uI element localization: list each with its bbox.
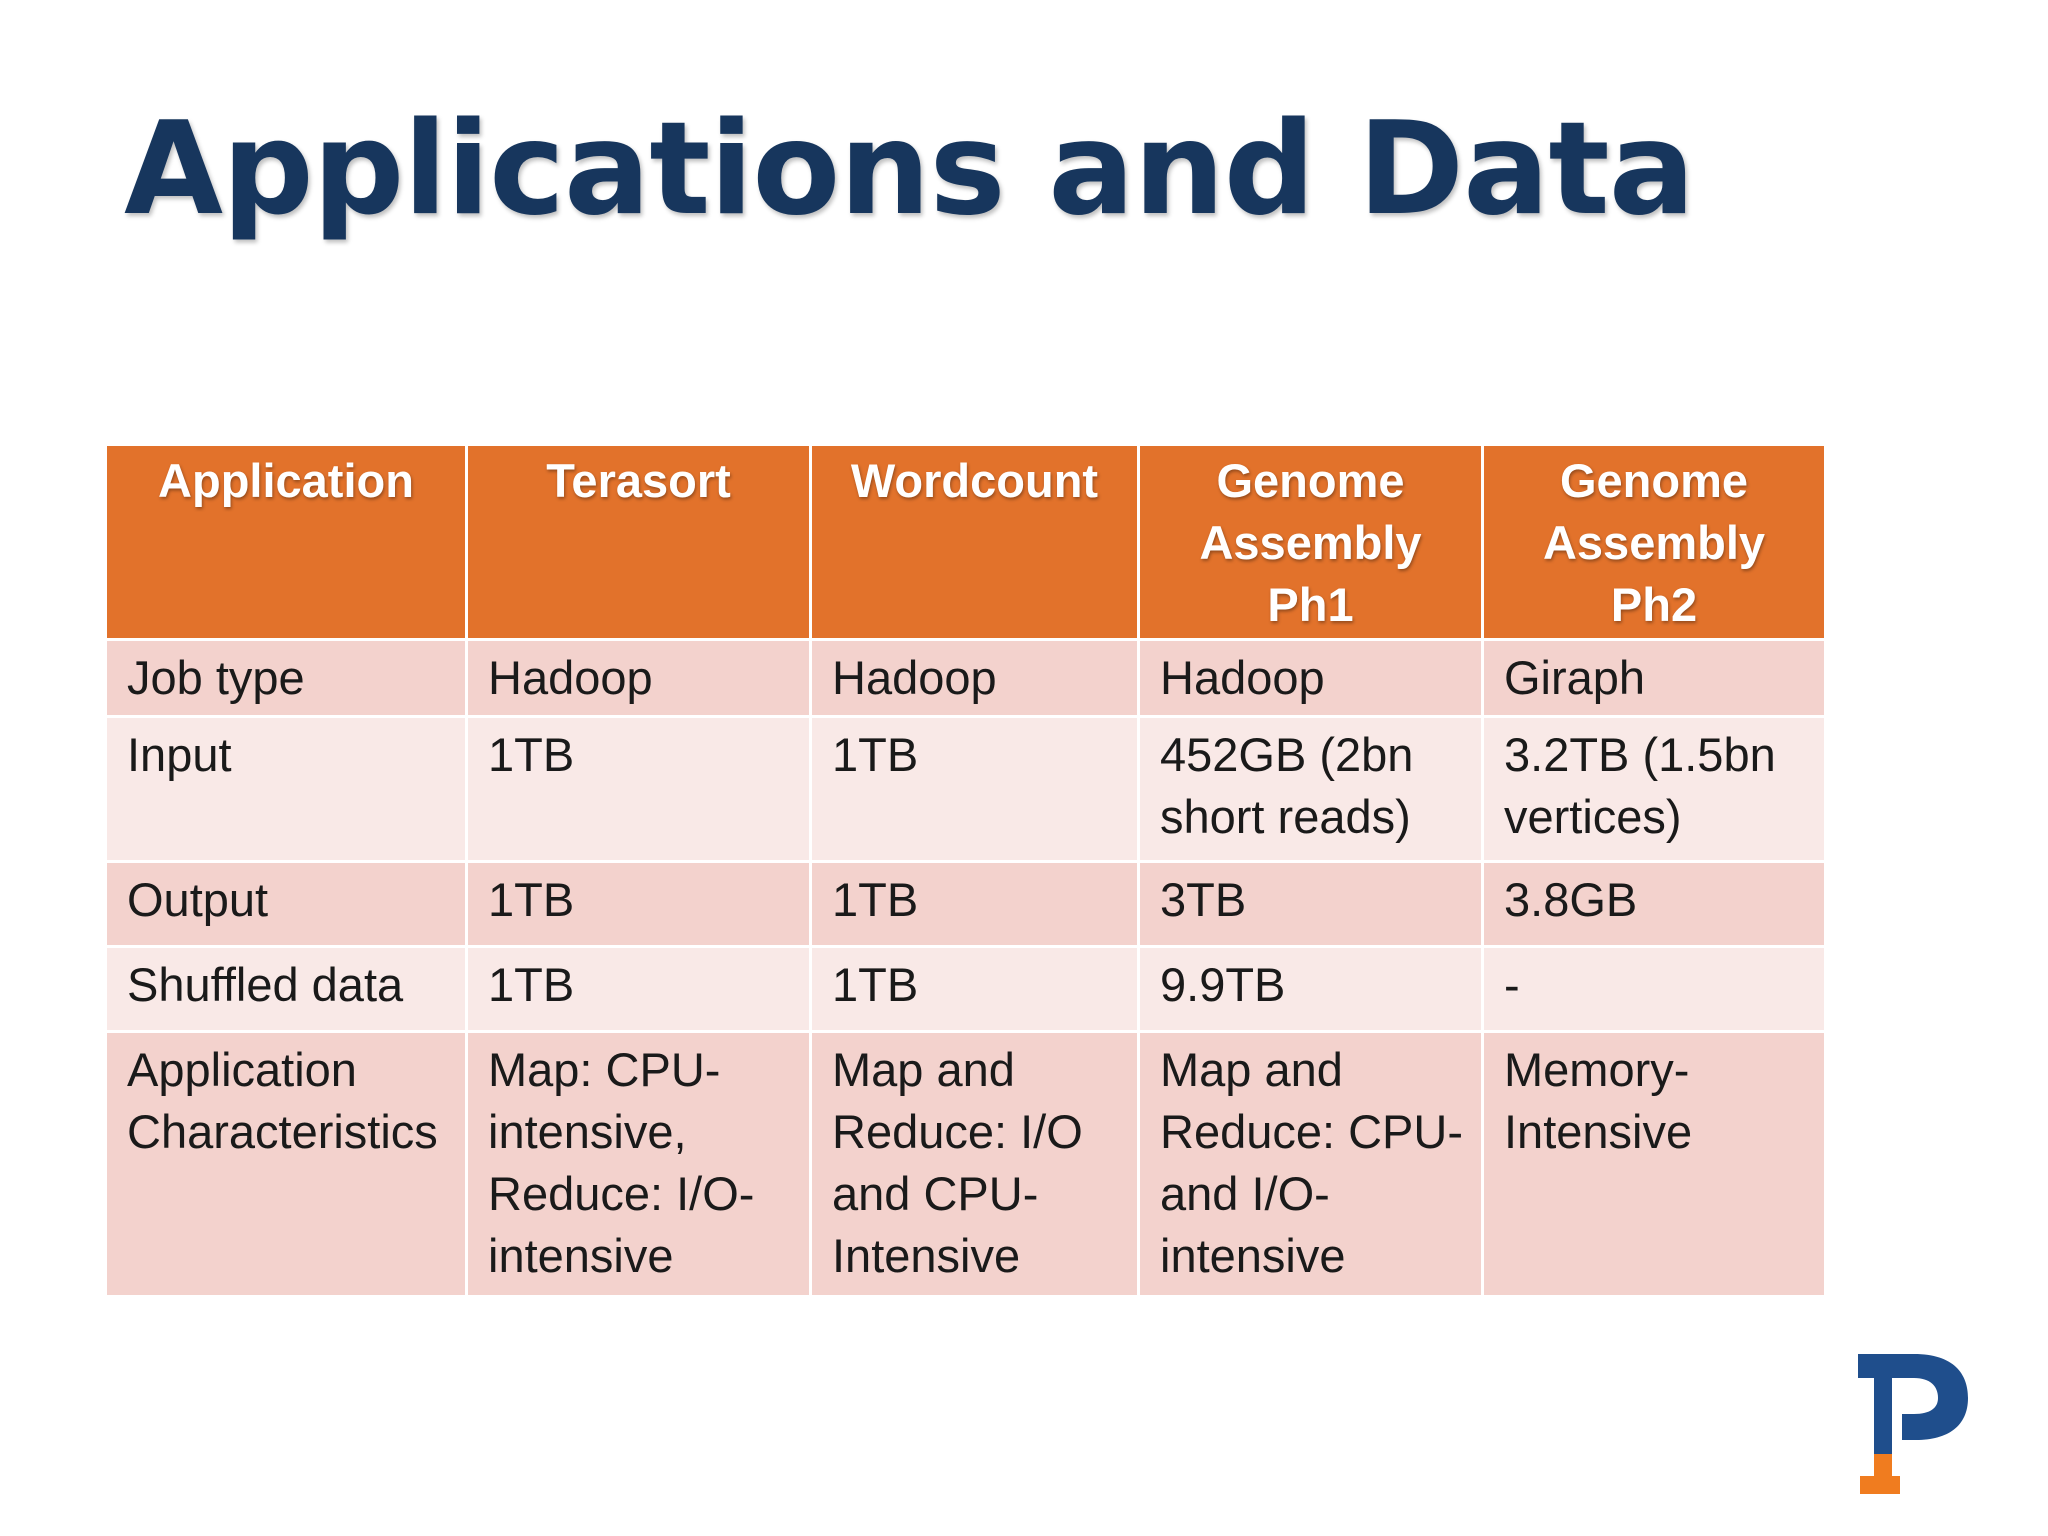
table-row-output (106, 862, 1826, 947)
table-cell: 3.2TB (1.5bn vertices) (1483, 717, 1826, 862)
table-cell: 1TB (467, 717, 811, 862)
table-cell: Map and Reduce: I/O and CPU-Intensive (811, 1032, 1139, 1297)
header-cell-genome-ph2: Genome Assembly Ph2 (1483, 445, 1826, 640)
table-cell: - (1483, 947, 1826, 1032)
university-logo-icon (1856, 1354, 1968, 1494)
table-cell: Hadoop (811, 640, 1139, 717)
table-cell: Giraph (1483, 640, 1826, 717)
logo-orange-shape (1860, 1454, 1900, 1494)
table-cell: Shuffled data (106, 947, 467, 1032)
table-cell: 3TB (1139, 862, 1483, 947)
table-cell: 1TB (811, 862, 1139, 947)
table-cell: 1TB (811, 717, 1139, 862)
table-cell: 452GB (2bn short reads) (1139, 717, 1483, 862)
table-cell: 3.8GB (1483, 862, 1826, 947)
table-row-app-characteristics (106, 1032, 1826, 1297)
header-cell-terasort: Terasort (467, 445, 811, 640)
logo-blue-shape (1858, 1354, 1968, 1454)
table-cell: 9.9TB (1139, 947, 1483, 1032)
table-cell: Job type (106, 640, 467, 717)
table-cell: Application Characteristics (106, 1032, 467, 1297)
slide-title: Applications and Data (124, 95, 1695, 244)
table-cell: Output (106, 862, 467, 947)
header-cell-wordcount: Wordcount (811, 445, 1139, 640)
table-cell: Hadoop (467, 640, 811, 717)
table-cell: 1TB (811, 947, 1139, 1032)
applications-data-table (104, 443, 1827, 1298)
table-cell: Map: CPU-intensive, Reduce: I/O-intensive (467, 1032, 811, 1297)
table-row-shuffled-data (106, 947, 1826, 1032)
table-cell: Map and Reduce: CPU-and I/O-intensive (1139, 1032, 1483, 1297)
header-cell-genome-ph1: Genome Assembly Ph1 (1139, 445, 1483, 640)
table-cell: Memory-Intensive (1483, 1032, 1826, 1297)
table-cell: 1TB (467, 947, 811, 1032)
table-cell: Hadoop (1139, 640, 1483, 717)
table-header-row (106, 445, 1826, 640)
table-cell: Input (106, 717, 467, 862)
table-cell: 1TB (467, 862, 811, 947)
header-cell-application: Application (106, 445, 467, 640)
table-row-job-type (106, 640, 1826, 717)
table-row-input (106, 717, 1826, 862)
